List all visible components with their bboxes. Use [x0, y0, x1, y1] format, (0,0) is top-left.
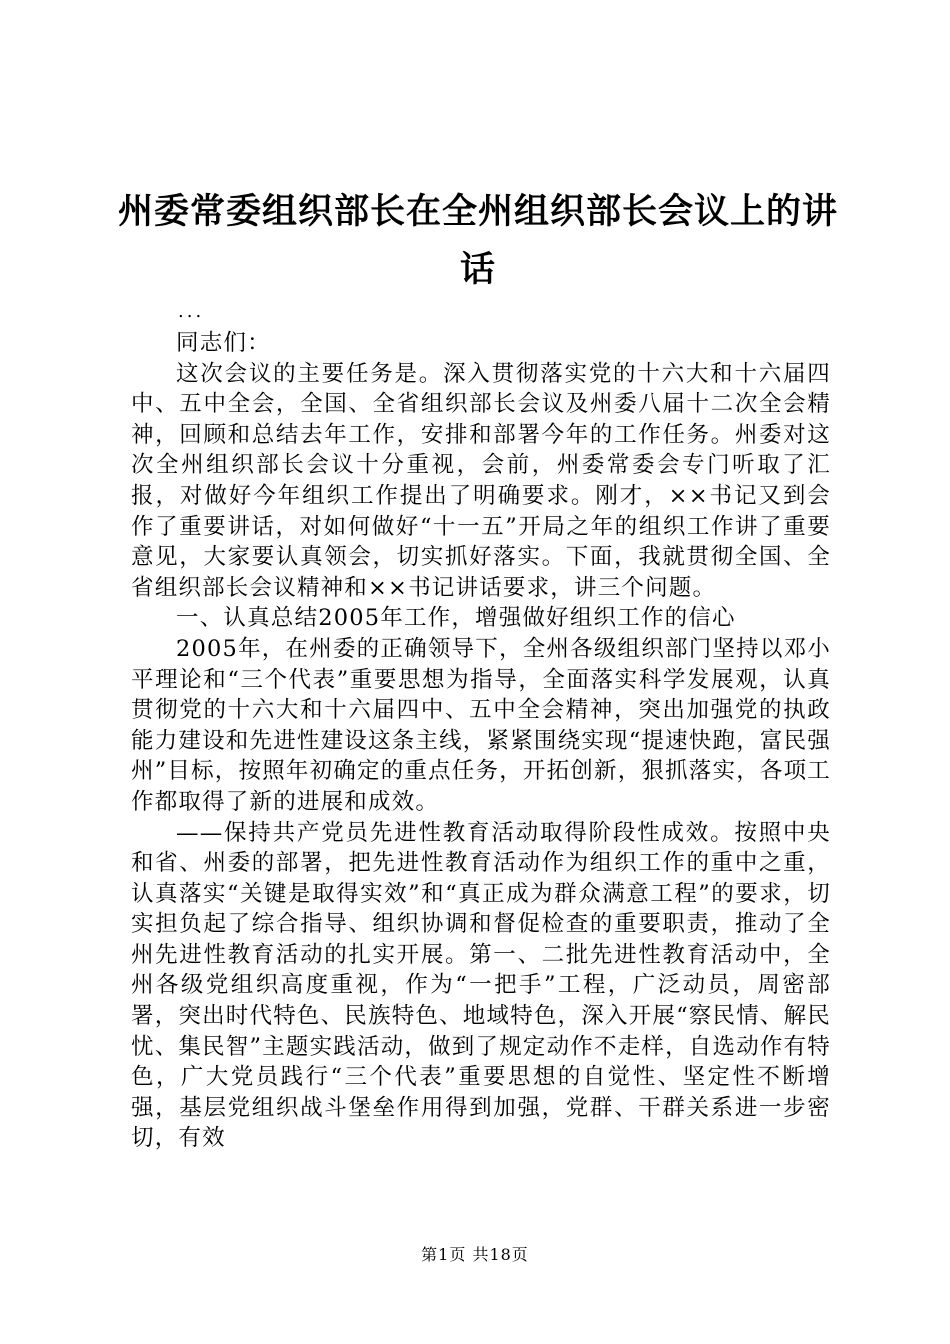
document-body [131, 328, 831, 1154]
salutation: 同志们： [176, 330, 271, 356]
document-title: 州委常委组织部长在全州组织部长会议上的讲话 [118, 191, 839, 290]
ellipsis-marker: ... [178, 301, 205, 322]
paragraph-intro: 这次会议的主要任务是。深入贯彻落实党的十六大和十六届四中、五中全会，全国、全省组织部长会议及州委八届十二次全会精神，回顾和总结去年工作，安排和部署今年的工作任务。州委对这次全州组织部长会议十分重视，会前，州委常委会专门听取了汇报，对做好今年组织工作提出了明确要求。刚才，××书记又到会作了重要讲话，对如何做好“十一五”开局之年的组织工作讲了重要意见，大家要认真领会，切实抓好落实。下面，我就贯彻全国、全省组织部长会议精神和××书记讲话要求，讲三个问题。 [131, 360, 831, 601]
paragraph-2005-summary: 2005年，在州委的正确领导下，全州各级组织部门坚持以邓小平理论和“三个代表”重要思想为指导，全面落实科学发展观，认真贯彻党的十六大和十六届四中、五中全会精神，突出加强党的执政能力建设和先进性建设这条主线，紧紧围绕实现“提速快跑，富民强州”目标，按照年初确定的重点任务，开拓创新，狠抓落实，各项工作都取得了新的进展和成效。 [131, 635, 832, 815]
page-number-footer: 第1页 共18页 [421, 1245, 529, 1264]
paragraph-education-activity: ——保持共产党员先进性教育活动取得阶段性成效。按照中央和省、州委的部署，把先进性教育活动作为组织工作的重中之重，认真落实“关键是取得实效”和“真正成为群众满意工程”的要求，切实担负起了综合指导、组织协调和督促检查的重要职责，推动了全州先进性教育活动的扎实开展。第一、二批先进性教育活动中，全州各级党组织高度重视，作为“一把手”工程，广泛动员，周密部署，突出时代特色、民族特色、地域特色，深入开展“察民情、解民忧、集民智”主题实践活动，做到了规定动作不走样，自选动作有特色，广大党员践行“三个代表”重要思想的自觉性、坚定性不断增强，基层党组织战斗堡垒作用得到加强，党群、干群关系进一步密切，有效 [131, 819, 832, 1152]
section-heading-1: 一、认真总结2005年工作，增强做好组织工作的信心 [176, 605, 736, 632]
